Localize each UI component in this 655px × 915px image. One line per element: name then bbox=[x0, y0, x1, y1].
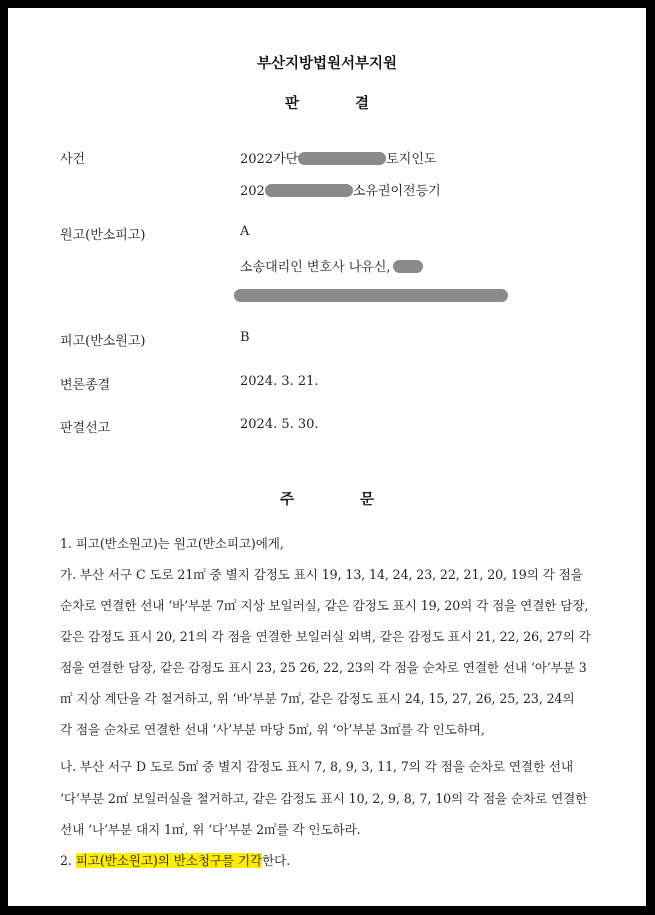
order-line: 가. 부산 서구 C 도로 21㎡ 중 별지 감정도 표시 19, 13, 14, 24, 23, 22, 21, 20, 19의 각 점을 bbox=[60, 567, 583, 582]
plaintiff-counsel bbox=[240, 256, 423, 275]
court-name: 부산지방법원서부지원 bbox=[256, 56, 398, 72]
redaction-block bbox=[234, 289, 508, 302]
order-title-char-1: 주 bbox=[279, 492, 294, 508]
judgment-label: 판결선고 bbox=[60, 421, 111, 436]
order-line: 순차로 연결한 선내 ‘바’부분 7㎡ 지상 보일러실, 같은 감정도 표시 19, 20의 각 점을 연결한 담장, bbox=[60, 598, 589, 613]
closing-date: 2024. 3. 21. bbox=[240, 374, 319, 389]
title-char-1: 판 bbox=[284, 96, 299, 112]
order-line: 선내 ‘나’부분 대지 1㎡, 위 ‘다’부분 2㎡를 각 인도하라. bbox=[60, 822, 361, 837]
order-item-2 bbox=[60, 850, 605, 869]
closing-label: 변론종결 bbox=[60, 378, 111, 393]
order-item-2-rest: 한다. bbox=[262, 853, 291, 868]
defendant-name: B bbox=[240, 330, 250, 345]
case-number-1-prefix: 2022가단 bbox=[240, 152, 299, 167]
order-line: 나. 부산 서구 D 도로 5㎡ 중 별지 감정도 표시 7, 8, 9, 3, 11, 7의 각 점을 순차로 연결한 선내 bbox=[60, 759, 574, 774]
highlighted-text: 피고(반소원고)의 반소청구를 기각 bbox=[75, 853, 263, 868]
order-line: 각 점을 순차로 연결한 선내 ‘사’부분 마당 5㎡, 위 ‘아’부분 3㎡를 각 인도하며, bbox=[60, 722, 485, 737]
defendant-label: 피고(반소원고) bbox=[60, 334, 146, 349]
plaintiff-name: A bbox=[240, 224, 250, 239]
redaction-block bbox=[298, 152, 386, 165]
order-line: 같은 감정도 표시 20, 21의 각 점을 연결한 보일러실 외벽, 같은 감정도 표시 21, 22, 26, 27의 각 bbox=[60, 629, 591, 644]
case-number-1 bbox=[240, 148, 436, 167]
redaction-block bbox=[393, 260, 423, 273]
case-number-1-suffix: 토지인도 bbox=[386, 152, 437, 167]
judgment-date: 2024. 5. 30. bbox=[240, 417, 319, 432]
order-line: 1. 피고(반소원고)는 원고(반소피고)에게, bbox=[60, 536, 284, 551]
order-item-2-number: 2. bbox=[60, 853, 76, 868]
order-line: ㎡ 지상 계단을 각 철거하고, 위 ‘바’부분 7㎡, 같은 감정도 표시 24, 15, 27, 26, 25, 23, 24의 bbox=[60, 691, 575, 706]
case-label: 사건 bbox=[60, 152, 86, 167]
redaction-block bbox=[265, 184, 353, 197]
plaintiff-counsel-text: 소송대리인 변호사 나유신, bbox=[240, 260, 391, 275]
order-line: 점을 연결한 담장, 같은 감정도 표시 23, 25 26, 22, 23의 각 점을 순차로 연결한 선내 ‘아’부분 3 bbox=[60, 660, 587, 675]
document-title bbox=[8, 92, 646, 113]
order-title bbox=[8, 488, 646, 509]
order-line: ‘다’부분 2㎡ 보일러실을 철거하고, 같은 감정도 표시 10, 2, 9, 8, 7, 10의 각 점을 순차로 연결한 bbox=[60, 791, 588, 806]
title-char-2: 결 bbox=[355, 96, 370, 112]
plaintiff-address-redacted bbox=[234, 289, 508, 304]
case-number-2 bbox=[240, 180, 441, 199]
judgment-page bbox=[8, 8, 646, 906]
case-number-2-suffix: 소유권이전등기 bbox=[352, 184, 441, 199]
order-title-char-2: 문 bbox=[360, 492, 375, 508]
plaintiff-label: 원고(반소피고) bbox=[60, 228, 146, 243]
case-number-2-prefix: 202 bbox=[240, 184, 265, 199]
